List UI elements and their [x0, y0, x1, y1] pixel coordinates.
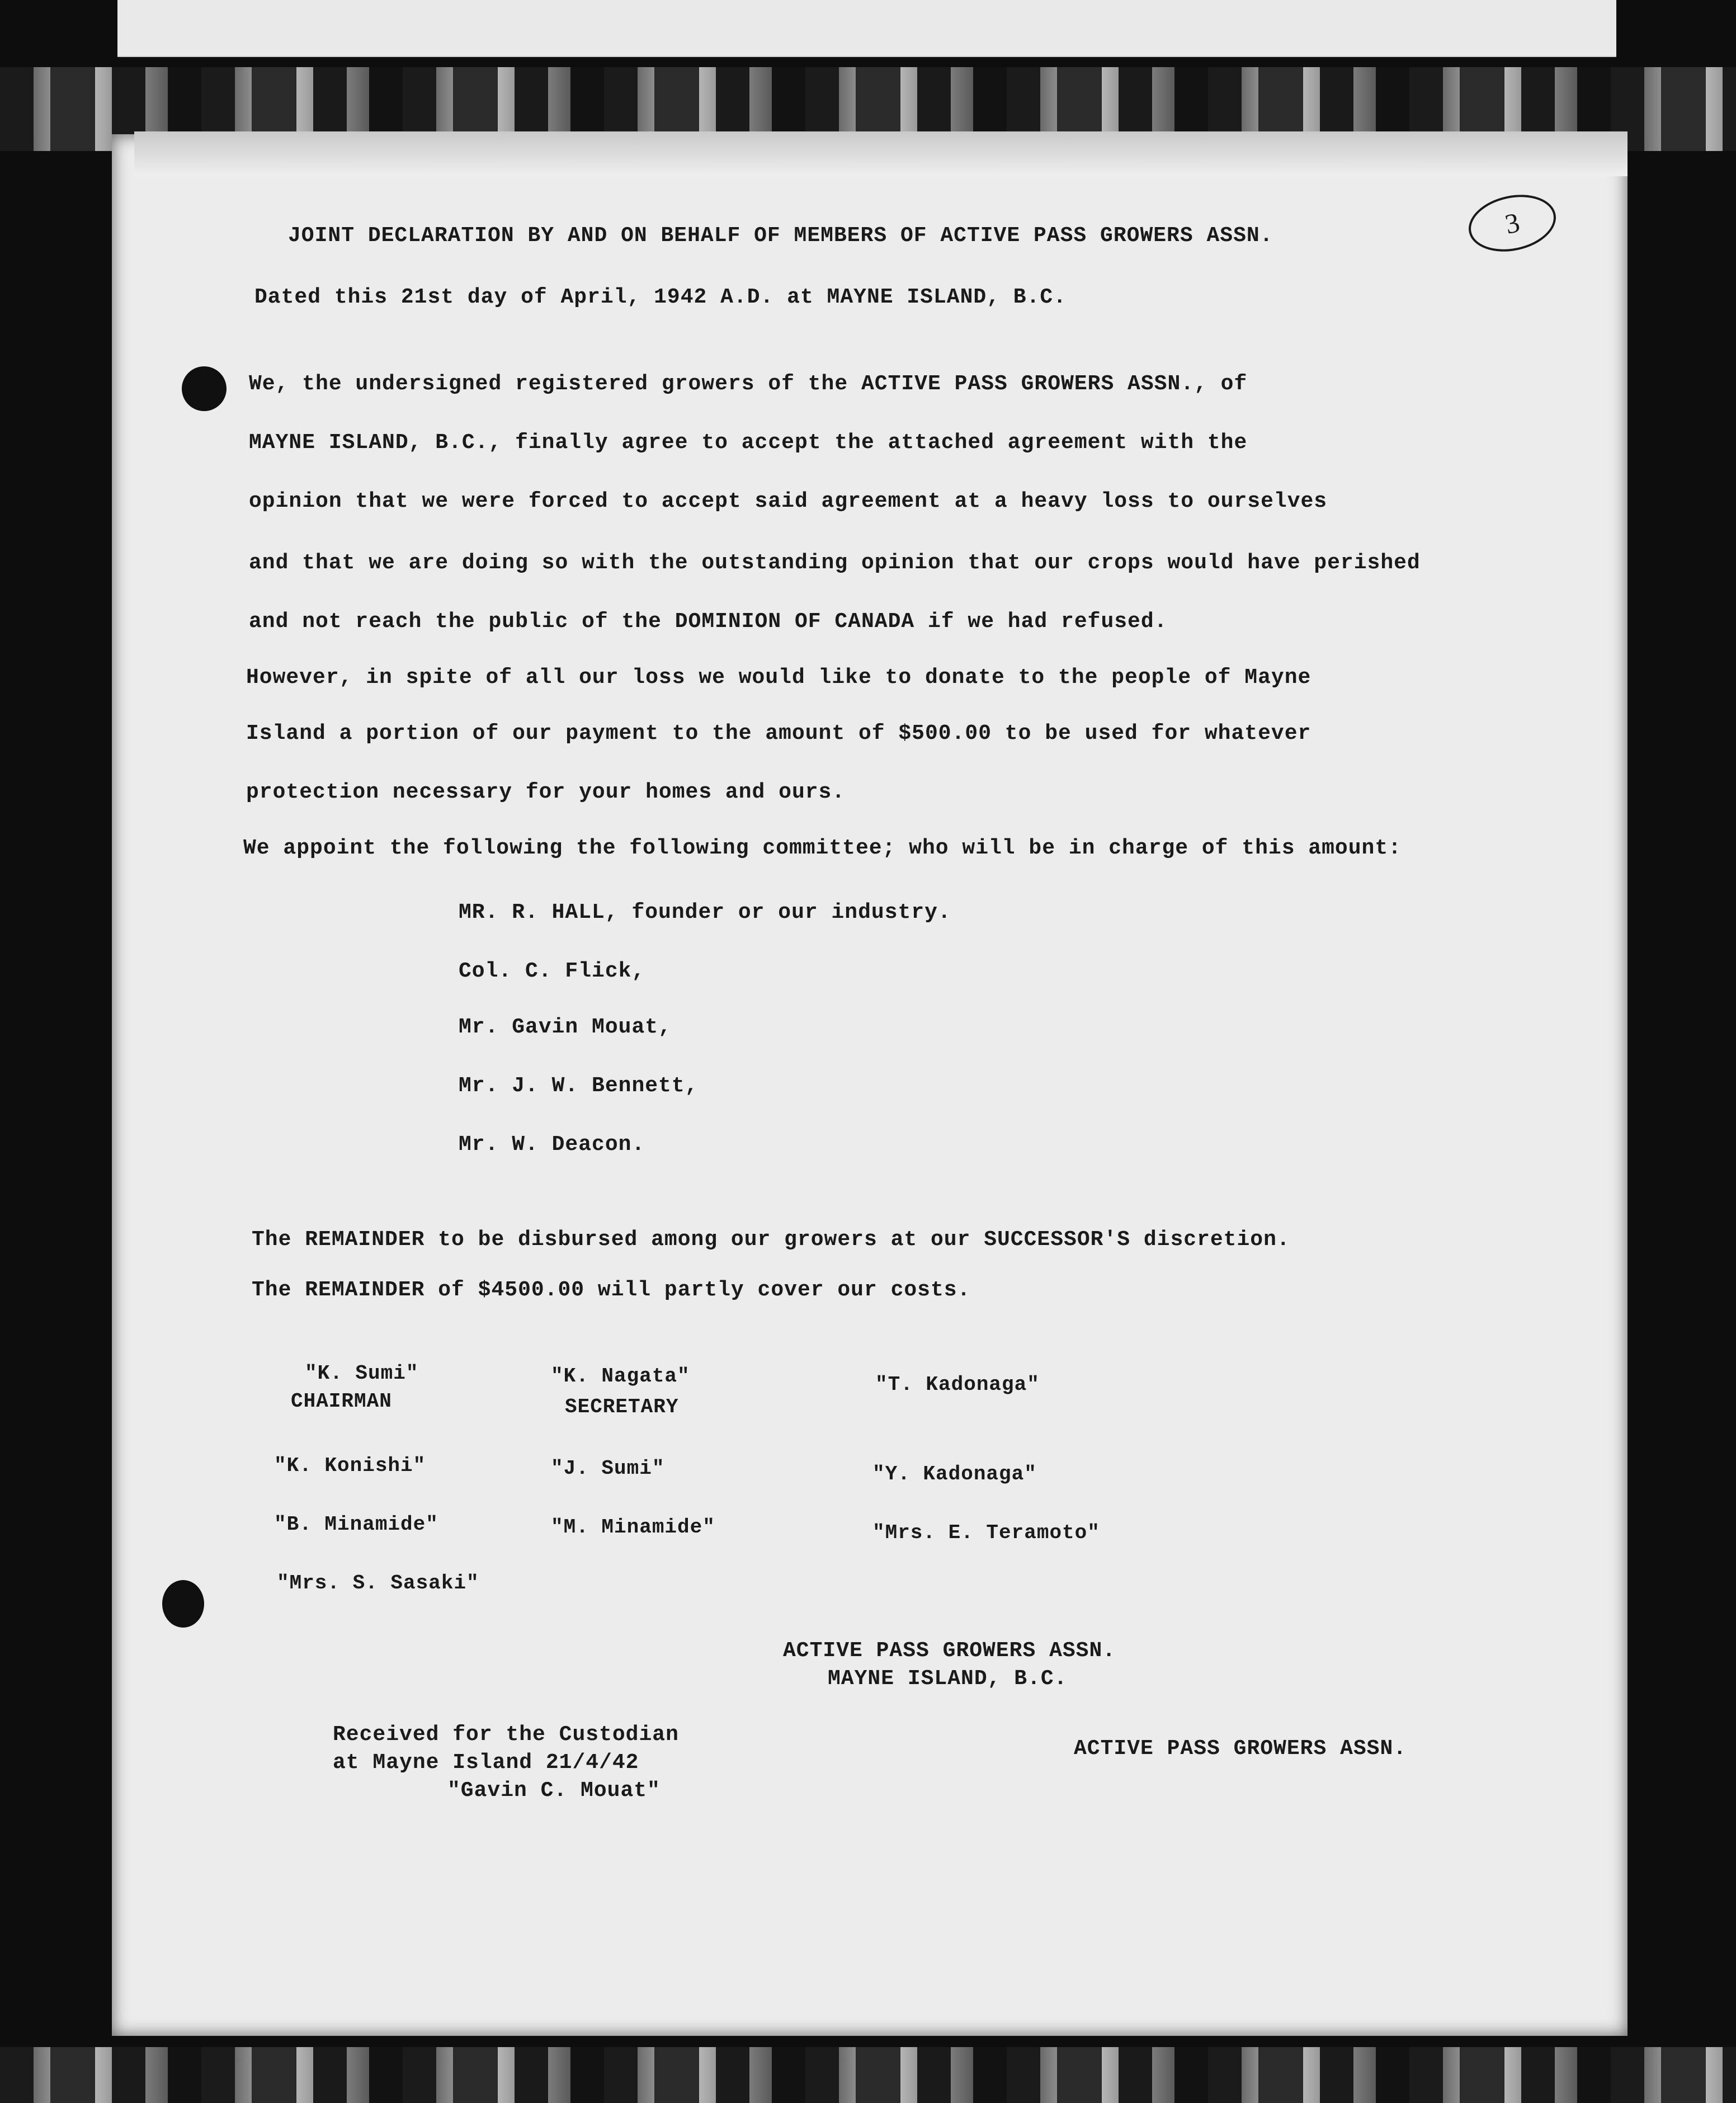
signature-name: "Y. Kadonaga": [872, 1463, 1037, 1486]
remainder-line: The REMAINDER of $4500.00 will partly cover our costs.: [252, 1278, 971, 1302]
received-signature: "Gavin C. Mouat": [447, 1779, 661, 1803]
body-line: and that we are doing so with the outstanding opinion that our crops would have perished: [249, 551, 1421, 575]
film-strip-bottom: [0, 2047, 1736, 2103]
committee-member: Mr. W. Deacon.: [459, 1133, 645, 1157]
body-line: protection necessary for your homes and ours.: [246, 780, 846, 804]
signature-name: "K. Konishi": [274, 1454, 426, 1477]
committee-member: Mr. J. W. Bennett,: [459, 1074, 699, 1098]
body-line: Island a portion of our payment to the amount of $500.00 to be used for whatever: [246, 722, 1312, 746]
signature-name: "T. Kadonaga": [875, 1373, 1040, 1396]
association-name: ACTIVE PASS GROWERS ASSN.: [783, 1639, 1116, 1663]
body-line: MAYNE ISLAND, B.C., finally agree to accept the attached agreement with the: [249, 431, 1248, 455]
association-location: MAYNE ISLAND, B.C.: [828, 1667, 1068, 1691]
body-line: However, in spite of all our loss we would like to donate to the people of Mayne: [246, 666, 1312, 690]
signature-name: "K. Sumi": [305, 1362, 419, 1385]
body-line: and not reach the public of the DOMINION OF CANADA if we had refused.: [249, 610, 1168, 634]
body-line: We, the undersigned registered growers of the ACTIVE PASS GROWERS ASSN., of: [249, 372, 1248, 396]
dated-line: Dated this 21st day of April, 1942 A.D. at MAYNE ISLAND, B.C.: [254, 285, 1067, 309]
page-number-circle: 3: [1464, 187, 1562, 260]
previous-page-edge: [117, 0, 1616, 57]
page-top-shadow: [134, 131, 1628, 176]
signature-name: "Mrs. E. Teramoto": [872, 1521, 1100, 1544]
punch-hole-bottom: [162, 1580, 204, 1628]
signature-name: "Mrs. S. Sasaki": [277, 1572, 479, 1595]
received-line: Received for the Custodian: [333, 1723, 679, 1747]
committee-member: Mr. Gavin Mouat,: [459, 1015, 672, 1039]
signature-title: SECRETARY: [565, 1395, 679, 1418]
punch-hole-top: [182, 366, 227, 411]
signature-name: "K. Nagata": [551, 1365, 690, 1388]
signature-name: "B. Minamide": [274, 1513, 438, 1536]
committee-member: MR. R. HALL, founder or our industry.: [459, 900, 951, 925]
document-title: JOINT DECLARATION BY AND ON BEHALF OF MEMBERS OF ACTIVE PASS GROWERS ASSN.: [288, 224, 1273, 248]
association-signoff: ACTIVE PASS GROWERS ASSN.: [1074, 1737, 1407, 1761]
body-line: We appoint the following the following committee; who will be in charge of this amount:: [243, 836, 1402, 860]
signature-title: CHAIRMAN: [291, 1390, 392, 1413]
remainder-line: The REMAINDER to be disbursed among our growers at our SUCCESSOR'S discretion.: [252, 1228, 1290, 1252]
received-line: at Mayne Island 21/4/42: [333, 1751, 639, 1775]
signature-name: "J. Sumi": [551, 1457, 665, 1480]
signature-name: "M. Minamide": [551, 1516, 715, 1539]
committee-member: Col. C. Flick,: [459, 959, 645, 983]
body-line: opinion that we were forced to accept said agreement at a heavy loss to ourselves: [249, 489, 1328, 513]
